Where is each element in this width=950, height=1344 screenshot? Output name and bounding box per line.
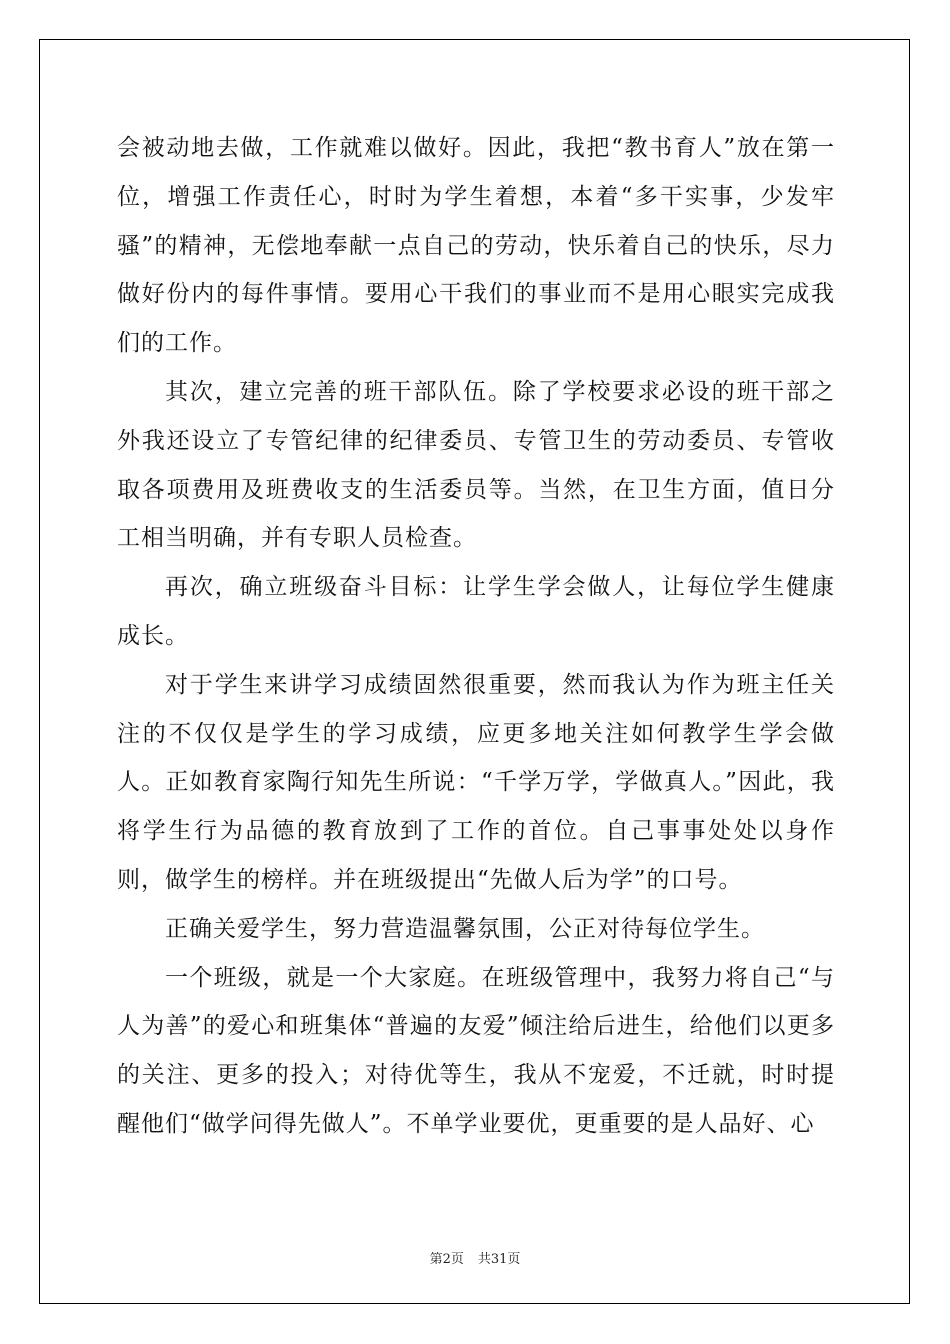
page-number: 第2页	[429, 1252, 464, 1267]
paragraph-5: 正确关爱学生，努力营造温馨氛围，公正对待每位学生。	[165, 915, 765, 942]
paragraph-6: 一个班级，就是一个大家庭。在班级管理中，我努力将自己“与人为善”的爱心和班集体“普遍的友爱”倾注给后进生，给他们以更多的关注、更多的投入；对待优等生，我从不宠爱，不迁就，时时提醒他们“做学问得先做人”。不单学业要优，更重要的是人品好、心	[117, 964, 835, 1137]
page-total: 共31页	[477, 1252, 521, 1267]
paragraph-3: 再次，确立班级奋斗目标：让学生学会做人，让每位学生健康成长。	[117, 574, 835, 649]
paragraph-4: 对于学生来讲学习成绩固然很重要，然而我认为作为班主任关注的不仅仅是学生的学习成绩，应更多地关注如何教学生学会做人。正如教育家陶行知先生所说：“千学万学，学做真人。”因此，我将学生行为品德的教育放到了工作的首位。自己事事处处以身作则，做学生的榜样。并在班级提出“先做人后为学”的口号。	[117, 671, 835, 893]
page-footer	[0, 1248, 950, 1267]
paragraph-2: 其次，建立完善的班干部队伍。除了学校要求必设的班干部之外我还设立了专管纪律的纪律委员、专管卫生的劳动委员、专管收取各项费用及班费收支的生活委员等。当然，在卫生方面，值日分工相当明确，并有专职人员检查。	[117, 378, 835, 552]
paragraph-1: 会被动地去做，工作就难以做好。因此，我把“教书育人”放在第一位，增强工作责任心，时时为学生着想，本着“多干实事，少发牢骚”的精神，无偿地奉献一点自己的劳动，快乐着自己的快乐，尽力做好份内的每件事情。要用心干我们的事业而不是用心眼实完成我们的工作。	[117, 135, 835, 357]
document-body	[117, 124, 835, 1149]
